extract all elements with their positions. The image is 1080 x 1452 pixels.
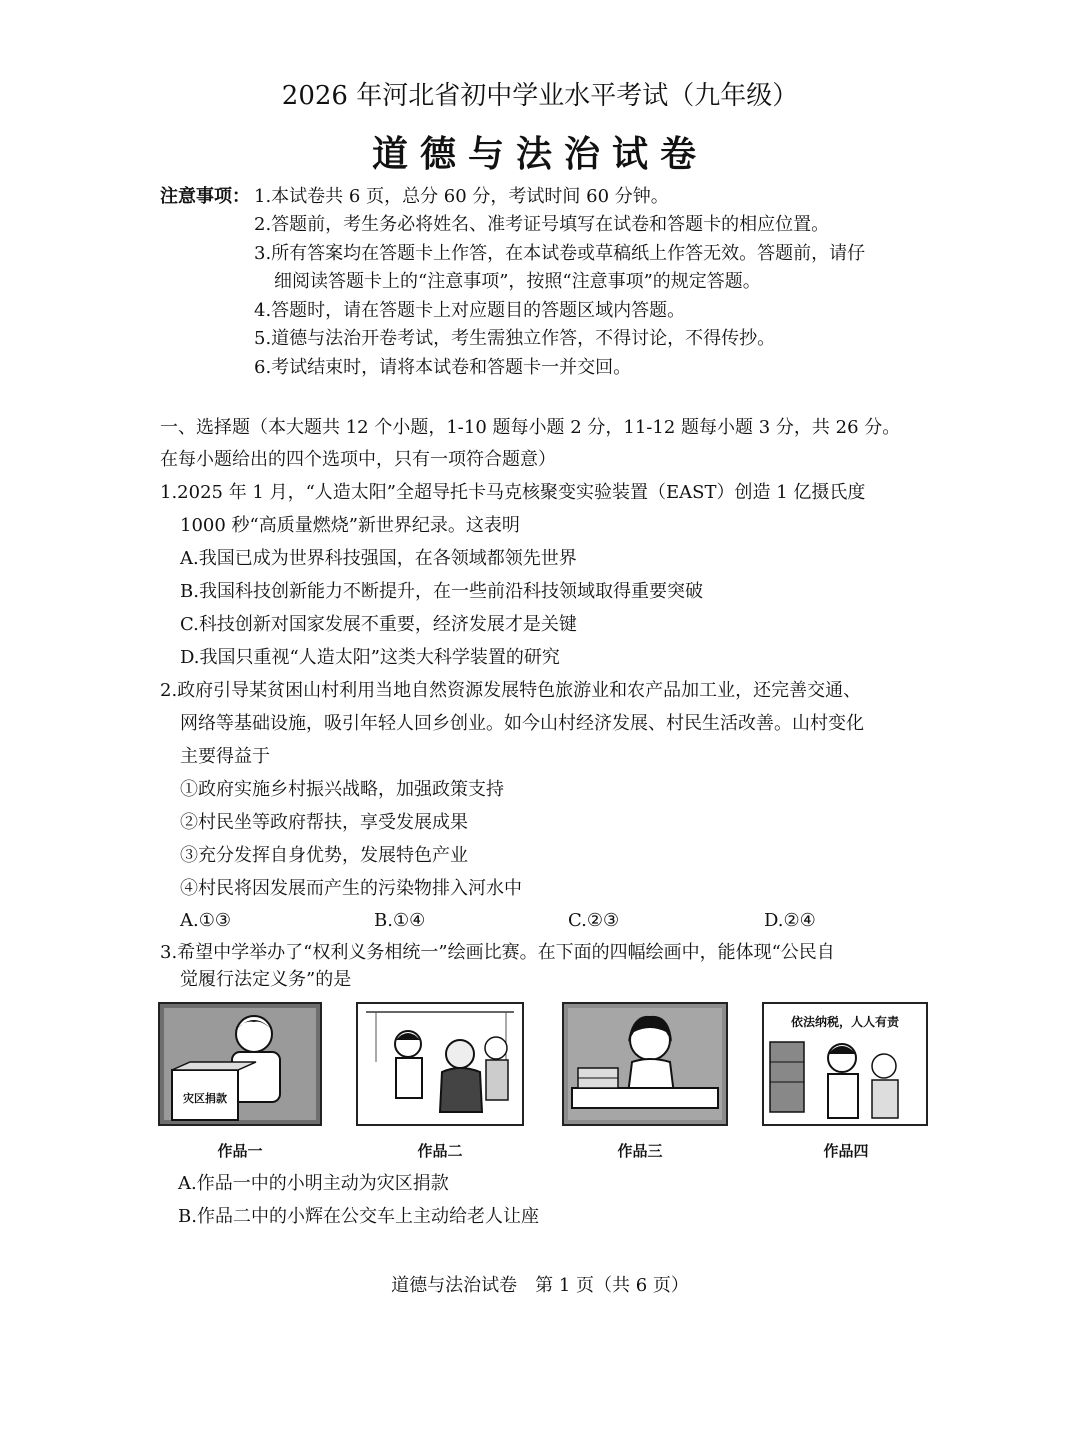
question-2-option-d: D.②④ bbox=[764, 910, 816, 931]
note-item: 2.答题前，考生务必将姓名、准考证号填写在试卷和答题卡的相应位置。 bbox=[254, 214, 830, 235]
page-footer: 道德与法治试卷 第 1 页（共 6 页） bbox=[391, 1275, 689, 1296]
question-3-stem: 3.希望中学举办了“权利义务相统一”绘画比赛。在下面的四幅绘画中，能体现“公民自 bbox=[160, 942, 835, 963]
note-item: 5.道德与法治开卷考试，考生需独立作答，不得讨论，不得传抄。 bbox=[254, 328, 776, 349]
question-2-stem-cont: 主要得益于 bbox=[180, 746, 270, 767]
artwork-3-caption: 作品三 bbox=[617, 1142, 663, 1160]
section-heading: 一、选择题（本大题共 12 个小题，1-10 题每小题 2 分，11-12 题每小题 3 分，共 26 分。 bbox=[160, 417, 901, 438]
question-3-stem-cont: 觉履行法定义务”的是 bbox=[180, 969, 352, 990]
question-1-option-b: B.我国科技创新能力不断提升，在一些前沿科技领域取得重要突破 bbox=[180, 581, 703, 602]
artwork-1-image bbox=[158, 1002, 322, 1126]
note-item: 6.考试结束时，请将本试卷和答题卡一并交回。 bbox=[254, 357, 632, 378]
artwork-4-caption: 作品四 bbox=[823, 1142, 869, 1160]
question-2-option-a: A.①③ bbox=[180, 910, 231, 931]
tax-banner-text: 依法纳税，人人有责 bbox=[790, 1015, 900, 1029]
artwork-4-image bbox=[762, 1002, 928, 1126]
question-2-stem: 2.政府引导某贫困山村利用当地自然资源发展特色旅游业和农产品加工业，还完善交通、 bbox=[160, 680, 862, 701]
question-1-stem: 1.2025 年 1 月，“人造太阳”全超导托卡马克核聚变实验装置（EAST）创造 1 亿摄氏度 bbox=[160, 482, 866, 503]
note-item: 细阅读答题卡上的“注意事项”，按照“注意事项”的规定答题。 bbox=[274, 271, 761, 292]
question-1-option-c: C.科技创新对国家发展不重要，经济发展才是关键 bbox=[180, 614, 577, 635]
note-item: 1.本试卷共 6 页，总分 60 分，考试时间 60 分钟。 bbox=[254, 186, 669, 207]
question-2-statement: ④村民将因发展而产生的污染物排入河水中 bbox=[180, 878, 522, 899]
artwork-1-caption: 作品一 bbox=[217, 1142, 263, 1160]
exam-subject-title: 道德与法治试卷 bbox=[371, 133, 708, 175]
exam-title: 2026 年河北省初中学业水平考试（九年级） bbox=[281, 81, 799, 111]
note-item: 3.所有答案均在答题卡上作答，在本试卷或草稿纸上作答无效。答题前，请仔 bbox=[254, 243, 866, 264]
question-1-option-a: A.我国已成为世界科技强国，在各领域都领先世界 bbox=[180, 548, 577, 569]
question-2-option-c: C.②③ bbox=[568, 910, 620, 931]
question-3-option-b: B.作品二中的小辉在公交车上主动给老人让座 bbox=[178, 1206, 539, 1227]
question-2-statement: ①政府实施乡村振兴战略，加强政策支持 bbox=[180, 779, 504, 800]
question-3-option-a: A.作品一中的小明主动为灾区捐款 bbox=[178, 1173, 449, 1194]
artwork-2-caption: 作品二 bbox=[417, 1142, 463, 1160]
donation-box-label: 灾区捐款 bbox=[183, 1092, 227, 1105]
question-2-statement: ②村民坐等政府帮扶，享受发展成果 bbox=[180, 812, 468, 833]
question-2-stem-cont: 网络等基础设施，吸引年轻人回乡创业。如今山村经济发展、村民生活改善。山村变化 bbox=[180, 713, 864, 734]
question-2-statement: ③充分发挥自身优势，发展特色产业 bbox=[180, 845, 468, 866]
question-1-option-d: D.我国只重视“人造太阳”这类大科学装置的研究 bbox=[180, 647, 560, 668]
artwork-3-image bbox=[562, 1002, 728, 1126]
note-item: 4.答题时，请在答题卡上对应题目的答题区域内答题。 bbox=[254, 300, 686, 321]
artwork-2-image bbox=[356, 1002, 524, 1126]
question-1-stem-cont: 1000 秒“高质量燃烧”新世界纪录。这表明 bbox=[180, 515, 520, 536]
section-heading-cont: 在每小题给出的四个选项中，只有一项符合题意） bbox=[160, 449, 556, 470]
notes-label: 注意事项： bbox=[160, 186, 250, 207]
question-2-option-b: B.①④ bbox=[374, 910, 426, 931]
